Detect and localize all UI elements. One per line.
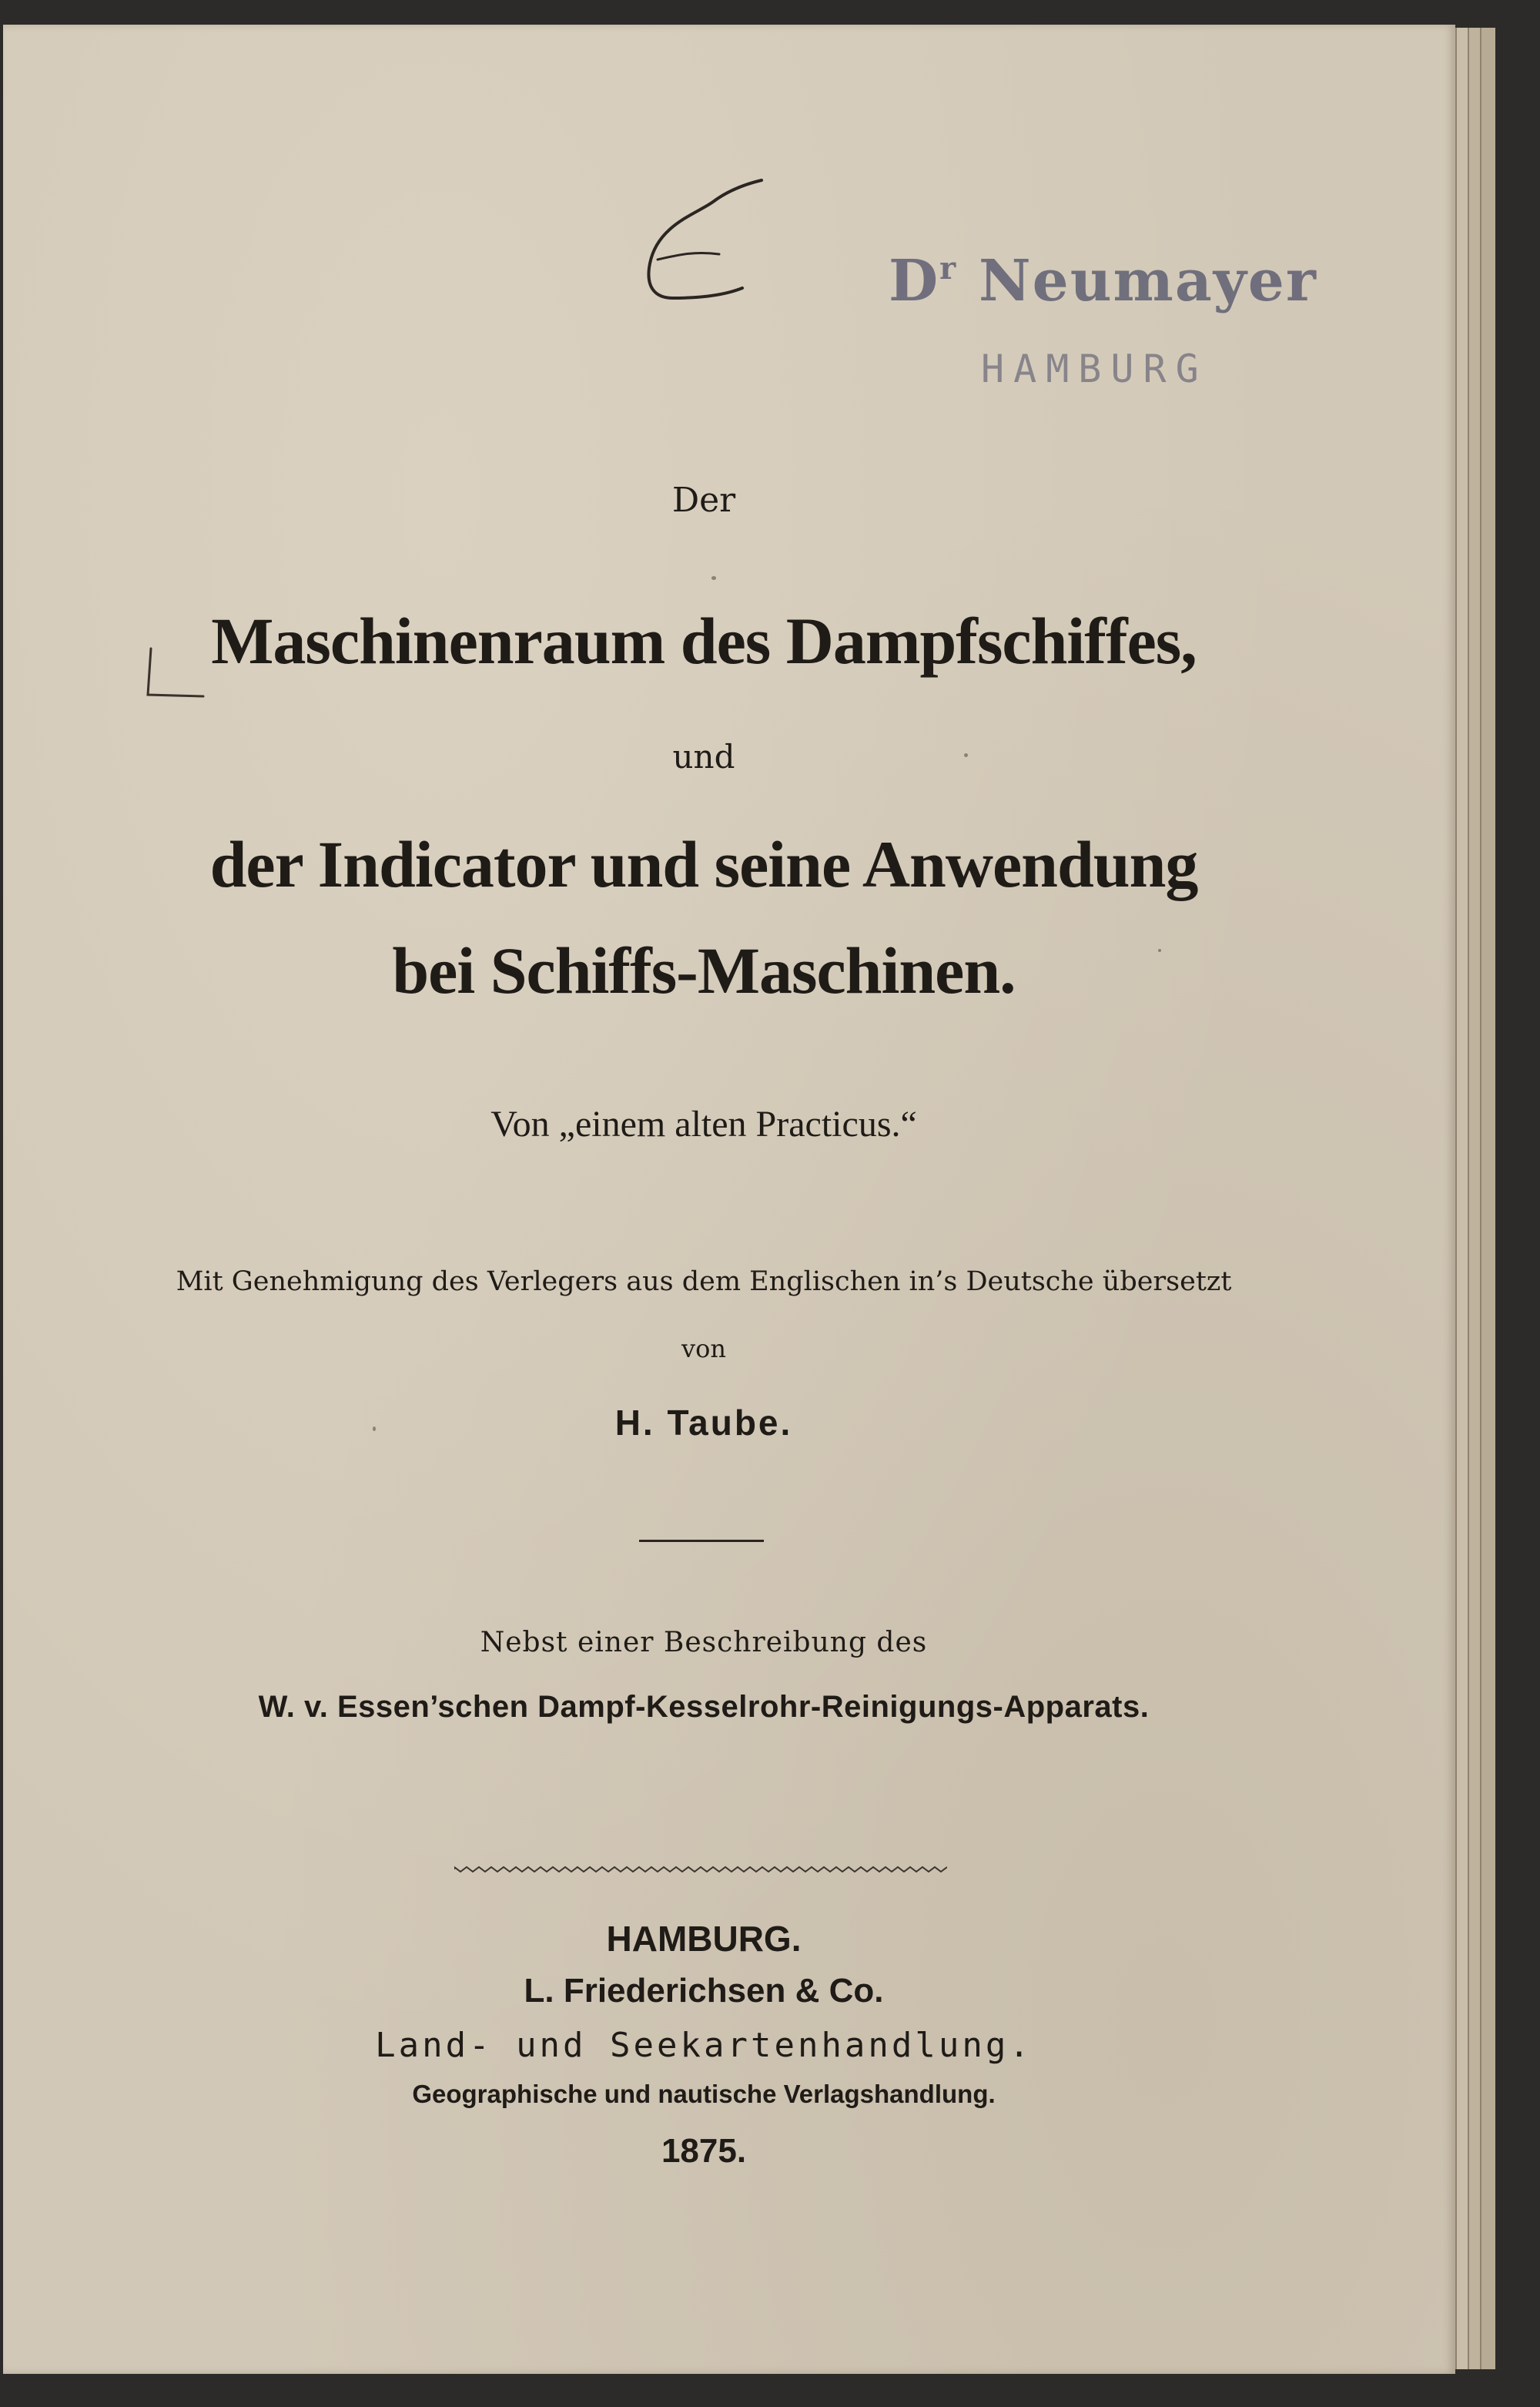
divider-rule — [639, 1540, 764, 1542]
paper-speck — [373, 1426, 376, 1431]
imprint-year: 1875. — [661, 2132, 747, 2170]
author-line: Von „einem alten Practicus.“ — [490, 1104, 917, 1145]
pencil-mark-icon — [627, 171, 781, 317]
title-article: Der — [671, 481, 736, 520]
imprint-description: Geographische und nautische Verlagshandlung. — [412, 2080, 996, 2108]
imprint-shop: Land- und Seekartenhandlung. — [375, 2026, 1033, 2065]
page-edge — [1480, 28, 1495, 2369]
main-title-line-1: Maschinenraum des Dampfschiffes, — [211, 604, 1197, 678]
library-stamp-name: $D^r$ Neumayer — [889, 248, 1317, 314]
translator-preposition: von — [681, 1334, 726, 1363]
wavy-divider — [454, 1864, 947, 1875]
title-page — [3, 25, 1455, 2374]
apparatus-title: W. v. Essen’schen Dampf-Kesselrohr-Reinigungs-Apparats. — [258, 1690, 1150, 1724]
page-edge — [1455, 28, 1468, 2369]
main-title-line-2: der Indicator und seine Anwendung — [209, 827, 1198, 901]
imprint-city: HAMBURG. — [606, 1919, 802, 1959]
permission-line: Mit Genehmigung des Verlegers aus dem Englischen in’s Deutsche übersetzt — [176, 1266, 1232, 1297]
translator-name: H. Taube. — [614, 1403, 793, 1443]
main-title-line-3: bei Schiffs-Maschinen. — [392, 934, 1016, 1007]
library-stamp-city: HAMBURG — [981, 347, 1208, 391]
page-edge — [1468, 28, 1480, 2369]
paper-speck — [964, 753, 968, 757]
imprint-publisher: L. Friederichsen & Co. — [524, 1972, 884, 2010]
paper-speck — [1158, 949, 1161, 952]
paper-speck — [711, 576, 716, 580]
supplement-line: Nebst einer Beschreibung des — [480, 1627, 928, 1658]
title-conjunction: und — [672, 738, 735, 776]
